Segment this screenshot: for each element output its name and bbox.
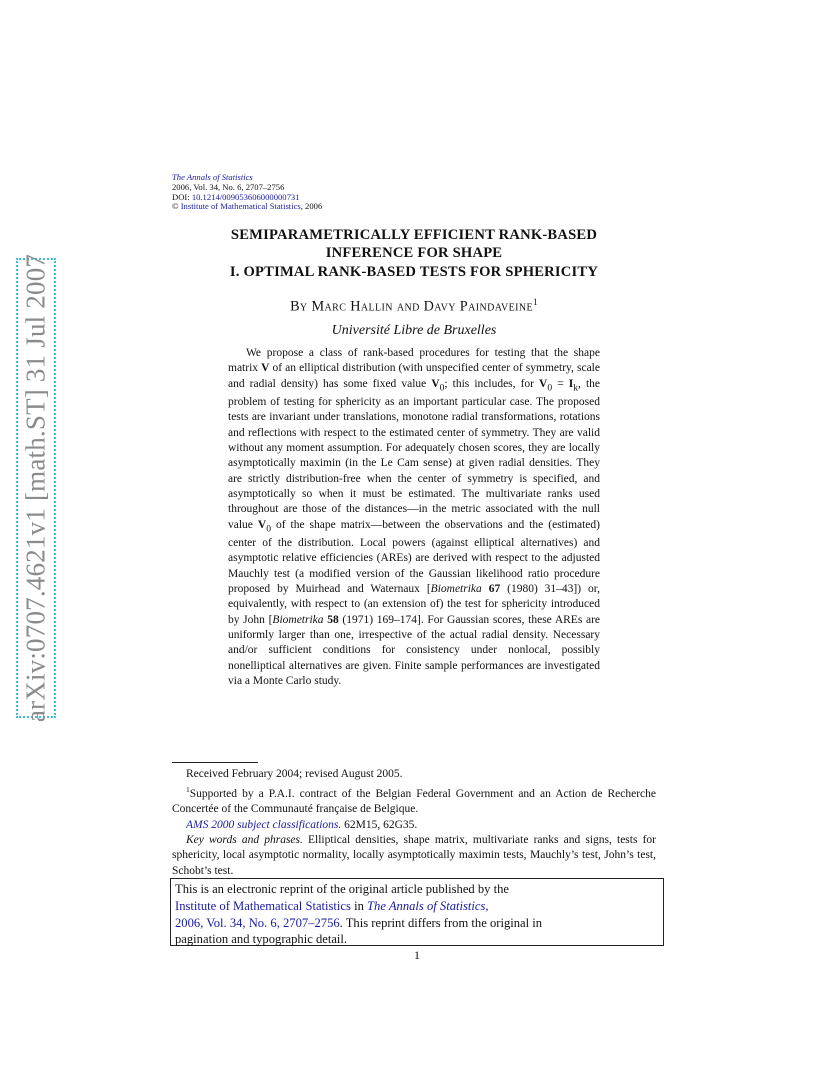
reference-volume: 58 — [327, 613, 339, 626]
math-subscript: 0 — [266, 522, 271, 534]
received-note: Received February 2004; revised August 2005. — [186, 768, 403, 780]
abstract-text: (1980) 31–43]) or, equivalently, with respect to (an extension of) the test for sphericity introduced by John [ — [228, 583, 601, 626]
footnote-mark: 1 — [186, 785, 190, 795]
math-subscript: 0 — [547, 381, 553, 393]
author-footnote-mark: 1 — [533, 297, 538, 307]
abstract-text: We propose a class of rank-based procedures for testing that the shape matrix — [228, 347, 600, 375]
footnotes — [172, 767, 656, 879]
reprint-line-2 — [175, 898, 659, 915]
math-symbol: V — [257, 518, 267, 531]
ams-codes: 62M15, 62G35. — [341, 818, 418, 831]
reprint-text: , — [485, 898, 489, 913]
by-label: By — [290, 298, 308, 315]
doi-link[interactable]: 10.1214/009053606000000731 — [191, 191, 300, 202]
math-symbol: V — [431, 377, 440, 390]
keywords-text: Elliptical densities, shape matrix, multivariate ranks and signs, tests for sphericity, local asymptotic normality, locally asymptotically maximin tests, Mauchly’s test, John’s test, Schobt’s test. — [172, 834, 656, 877]
ams-classification — [172, 818, 656, 833]
keywords-note — [172, 833, 656, 879]
reprint-text: . This reprint differs from the original in — [339, 915, 543, 930]
ams-link[interactable]: AMS 2000 subject classifications. — [186, 818, 342, 831]
publisher-link[interactable]: Institute of Mathematical Statistics — [175, 898, 351, 913]
reprint-line-1: This is an electronic reprint of the original article published by the — [175, 882, 509, 896]
reprint-notice-box — [170, 878, 664, 946]
affiliation: Université Libre de Bruxelles — [331, 323, 497, 338]
page-number: 1 — [414, 948, 420, 962]
doi-label: DOI: — [172, 191, 192, 202]
copyright-year: , 2006 — [300, 201, 323, 212]
citation-link[interactable]: 2006, Vol. 34, No. 6, 2707–2756 — [175, 915, 340, 930]
reprint-line-4: pagination and typographic detail. — [175, 932, 348, 947]
abstract-text: (1971) 169–174]. For Gaussian scores, these AREs are uniformly larger than one, irrespective of the actual radial density. Necessary and/or sufficient conditions for consistency under nonlocal, possibly nonelliptical alternatives are given. Finite sample performances are investigated via a Monte Carlo study. — [228, 613, 601, 687]
abstract-text: of an elliptical distribution (with unspecified center of symmetry, scale and radial density) has some fixed value — [228, 362, 600, 390]
title-line-2: INFERENCE FOR SHAPE — [325, 245, 503, 262]
arxiv-stamp: arXiv:0707.4621v1 [math.ST] 31 Jul 2007 — [20, 253, 51, 723]
author-line — [170, 297, 658, 316]
reprint-line-3 — [175, 915, 659, 932]
author-names: Marc Hallin and Davy Paindaveine — [311, 298, 534, 315]
support-text: Supported by a P.A.I. contract of the Belgian Federal Government and an Action de Recherche Concertée of the Communauté française de Belgique. — [172, 788, 656, 816]
abstract — [228, 346, 600, 689]
math-subscript: k — [573, 381, 579, 393]
math-subscript: 0 — [439, 381, 445, 393]
keywords-label: Key words and phrases. — [186, 834, 303, 847]
title-line-1: SEMIPARAMETRICALLY EFFICIENT RANK-BASED — [230, 227, 598, 243]
abstract-text: of the shape matrix—between the observations and the (estimated) center of the distribution. Local powers (against elliptical alternatives) and asymptotic relative efficiencies (AREs) are derived with respect to the adjusted Mauchly test (a modified version of the Gaussian likelihood ratio procedure proposed by Muirhead and Waternaux [ — [228, 518, 600, 596]
reprint-text: in — [350, 898, 368, 913]
footnote-rule — [172, 762, 258, 763]
copyright-line — [172, 202, 322, 212]
journal-link[interactable]: The Annals of Statistics — [367, 898, 486, 913]
math-symbol: V — [539, 377, 548, 390]
abstract-text: ; this includes, for — [444, 377, 540, 390]
title-line-3: I. OPTIMAL RANK-BASED TESTS FOR SPHERICITY — [229, 263, 599, 280]
reference-journal: Biometrika — [272, 613, 324, 626]
abstract-text: = — [552, 377, 569, 390]
math-symbol: V — [261, 362, 270, 375]
support-note — [172, 782, 656, 817]
journal-header — [172, 173, 322, 212]
reference-volume: 67 — [488, 583, 501, 596]
math-symbol: I — [568, 377, 574, 390]
copyright-symbol: © — [172, 201, 179, 212]
ims-link[interactable]: Institute of Mathematical Statistics — [180, 201, 301, 212]
journal-name[interactable]: The Annals of Statistics — [172, 172, 253, 182]
paper-title — [170, 226, 658, 281]
reference-journal: Biometrika — [430, 583, 482, 596]
journal-issue: 2006, Vol. 34, No. 6, 2707–2756 — [172, 181, 285, 192]
abstract-text: , the problem of testing for sphericity as an important particular case. The proposed tests are invariant under translations, monotone radial transformations, rotations and reflections with respect to the estimated center of symmetry. They are valid without any moment assumption. For adequately chosen scores, they are locally asymptotically maximin (in the Le Cam sense) at given radial densities. They are strictly distribution-free when the center of symmetry is specified, and asymptotically so when it must be estimated. The multivariate ranks used throughout are those of the distances—in the metric associated with the null value — [228, 377, 601, 531]
